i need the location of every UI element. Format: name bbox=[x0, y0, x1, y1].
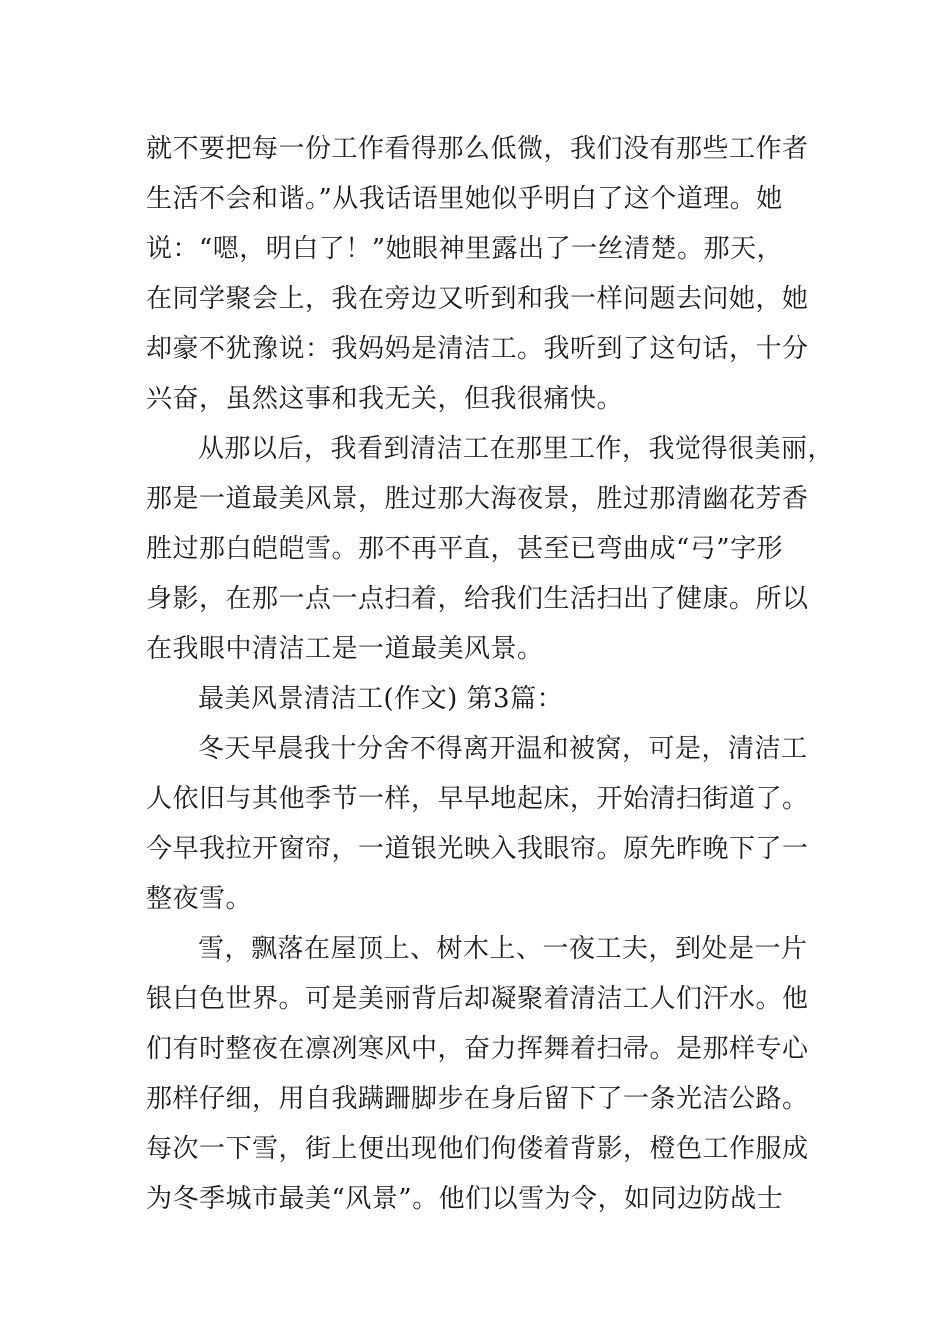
text-line-2: 生活不会和谐。”从我话语里她似乎明白了这个道理。她 bbox=[146, 184, 783, 214]
text-line-9: 胜过那白皑皑雪。那不再平直，甚至已弯曲成“弓”字形 bbox=[146, 534, 784, 564]
text-line-15: 今早我拉开窗帘，一道银光映入我眼帘。原先昨晚下了一 bbox=[146, 834, 809, 864]
text-line-21: 每次一下雪，街上便出现他们佝偻着背影，橙色工作服成 bbox=[146, 1134, 809, 1164]
text-line-13: 冬天早晨我十分舍不得离开温和被窝，可是，清洁工 bbox=[198, 734, 808, 764]
text-line-17: 雪，飘落在屋顶上、树木上、一夜工夫，到处是一片 bbox=[198, 934, 808, 964]
text-line-8: 那是一道最美风景，胜过那大海夜景，胜过那清幽花芳香 bbox=[146, 484, 809, 514]
text-line-20: 那样仔细，用自我蹒跚脚步在身后留下了一条光洁公路。 bbox=[146, 1084, 809, 1114]
text-line-10: 身影，在那一点一点扫着，给我们生活扫出了健康。所以 bbox=[146, 584, 809, 614]
text-line-5: 却豪不犹豫说：我妈妈是清洁工。我听到了这句话，十分 bbox=[146, 334, 809, 364]
text-line-6: 兴奋，虽然这事和我无关，但我很痛快。 bbox=[146, 384, 624, 414]
text-line-18: 银白色世界。可是美丽背后却凝聚着清洁工人们汗水。他 bbox=[146, 984, 809, 1014]
text-line-22: 为冬季城市最美“风景”。他们以雪为令，如同边防战士 bbox=[146, 1184, 784, 1214]
text-line-3: 说：“嗯，明白了！”她眼神里露出了一丝清楚。那天， bbox=[146, 234, 784, 264]
text-line-4: 在同学聚会上，我在旁边又听到和我一样问题去问她，她 bbox=[146, 284, 809, 314]
text-line-7: 从那以后，我看到清洁工在那里工作，我觉得很美丽， bbox=[198, 434, 835, 464]
text-line-19: 们有时整夜在凛冽寒风中，奋力挥舞着扫帚。是那样专心 bbox=[146, 1034, 809, 1064]
section-heading: 最美风景清洁工(作文) 第3篇： bbox=[198, 684, 564, 714]
text-line-16: 整夜雪。 bbox=[146, 884, 253, 914]
text-line-1: 就不要把每一份工作看得那么低微，我们没有那些工作者 bbox=[146, 134, 809, 164]
text-line-14: 人依旧与其他季节一样，早早地起床，开始清扫街道了。 bbox=[146, 784, 809, 814]
text-line-11: 在我眼中清洁工是一道最美风景。 bbox=[146, 634, 544, 664]
